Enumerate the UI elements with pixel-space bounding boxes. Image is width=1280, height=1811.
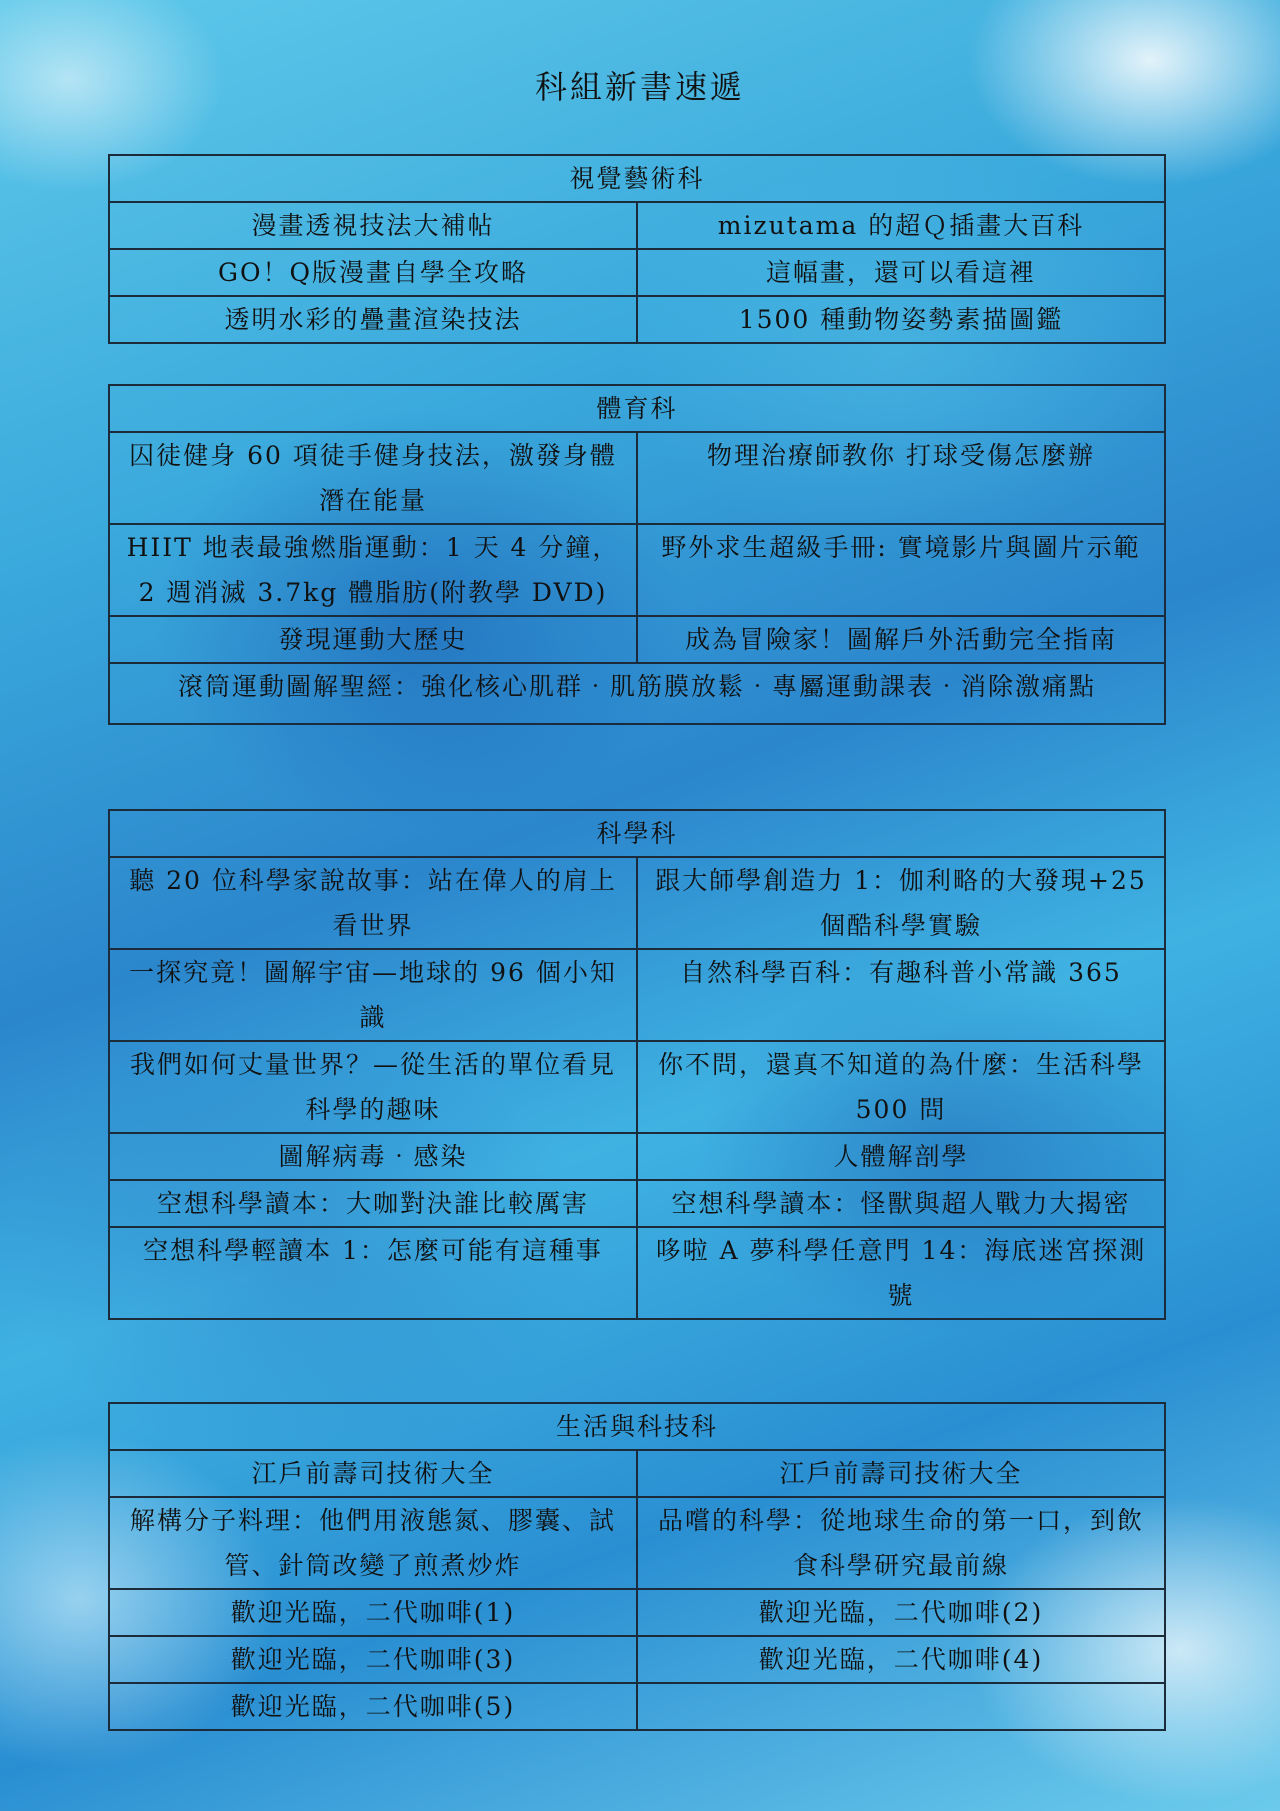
book-title: 江戶前壽司技術大全 <box>109 1450 637 1497</box>
book-title: 透明水彩的疊畫渲染技法 <box>109 296 637 343</box>
table-row <box>109 663 1165 724</box>
table-row <box>109 1180 1165 1227</box>
table-row <box>109 1041 1165 1133</box>
section-heading: 生活與科技科 <box>109 1403 1165 1450</box>
book-title: 聽 20 位科學家說故事：站在偉人的肩上看世界 <box>109 857 637 949</box>
book-title: 野外求生超級手冊: 實境影片與圖片示範 <box>637 524 1165 616</box>
book-title: 圖解病毒‧感染 <box>109 1133 637 1180</box>
book-title: 跟大師學創造力 1：伽利略的大發現+25 個酷科學實驗 <box>637 857 1165 949</box>
book-title: 人體解剖學 <box>637 1133 1165 1180</box>
book-title: 空想科學輕讀本 1：怎麼可能有這種事 <box>109 1227 637 1319</box>
book-title: 你不問，還真不知道的為什麼：生活科學 500 問 <box>637 1041 1165 1133</box>
table-row <box>109 949 1165 1041</box>
table-row <box>109 202 1165 249</box>
book-title: HIIT 地表最強燃脂運動：1 天 4 分鐘，2 週消滅 3.7kg 體脂肪(附教學 DVD) <box>109 524 637 616</box>
book-title: 空想科學讀本：大咖對決誰比較厲害 <box>109 1180 637 1227</box>
page-title: 科組新書速遞 <box>534 68 745 106</box>
book-title: 漫畫透視技法大補帖 <box>109 202 637 249</box>
book-title: 歡迎光臨，二代咖啡(5) <box>109 1683 637 1730</box>
book-title: 自然科學百科：有趣科普小常識 365 <box>637 949 1165 1041</box>
empty-cell <box>637 1683 1165 1730</box>
book-title: 這幅畫，還可以看這裡 <box>637 249 1165 296</box>
book-title: 成為冒險家！圖解戶外活動完全指南 <box>637 616 1165 663</box>
table-row <box>109 1589 1165 1636</box>
table-row <box>109 1227 1165 1319</box>
book-title: 1500 種動物姿勢素描圖鑑 <box>637 296 1165 343</box>
table-row <box>109 524 1165 616</box>
table-row <box>109 1497 1165 1589</box>
table-row <box>109 296 1165 343</box>
table-row <box>109 1133 1165 1180</box>
book-title: 空想科學讀本：怪獸與超人戰力大揭密 <box>637 1180 1165 1227</box>
table-row <box>109 857 1165 949</box>
visual-arts-book-table <box>108 154 1166 344</box>
physical-education-book-table <box>108 384 1166 725</box>
book-title: 品嚐的科學：從地球生命的第一口，到飲食科學研究最前線 <box>637 1497 1165 1589</box>
book-title: 歡迎光臨，二代咖啡(1) <box>109 1589 637 1636</box>
table-row <box>109 1636 1165 1683</box>
book-title: 物理治療師教你 打球受傷怎麼辦 <box>637 432 1165 524</box>
book-title: GO！Q版漫畫自學全攻略 <box>109 249 637 296</box>
section-heading: 體育科 <box>109 385 1165 432</box>
book-title: 一探究竟！圖解宇宙—地球的 96 個小知識 <box>109 949 637 1041</box>
life-and-technology-book-table <box>108 1402 1166 1731</box>
book-title: 滾筒運動圖解聖經：強化核心肌群‧肌筋膜放鬆‧專屬運動課表‧消除激痛點 <box>109 663 1165 724</box>
book-title: 解構分子料理：他們用液態氮、膠囊、試管、針筒改變了煎煮炒炸 <box>109 1497 637 1589</box>
table-row <box>109 616 1165 663</box>
section-heading: 科學科 <box>109 810 1165 857</box>
table-row <box>109 1450 1165 1497</box>
book-title: 囚徒健身 60 項徒手健身技法，激發身體潛在能量 <box>109 432 637 524</box>
table-row <box>109 432 1165 524</box>
section-heading: 視覺藝術科 <box>109 155 1165 202</box>
table-row <box>109 1683 1165 1730</box>
book-title: 歡迎光臨，二代咖啡(2) <box>637 1589 1165 1636</box>
book-title: 我們如何丈量世界？—從生活的單位看見科學的趣味 <box>109 1041 637 1133</box>
science-book-table <box>108 809 1166 1320</box>
book-title: 江戶前壽司技術大全 <box>637 1450 1165 1497</box>
table-row <box>109 249 1165 296</box>
book-title: 歡迎光臨，二代咖啡(3) <box>109 1636 637 1683</box>
book-title: 歡迎光臨，二代咖啡(4) <box>637 1636 1165 1683</box>
book-title: mizutama 的超Ｑ插畫大百科 <box>637 202 1165 249</box>
book-title: 發現運動大歷史 <box>109 616 637 663</box>
book-title: 哆啦 A 夢科學任意門 14：海底迷宮探測號 <box>637 1227 1165 1319</box>
